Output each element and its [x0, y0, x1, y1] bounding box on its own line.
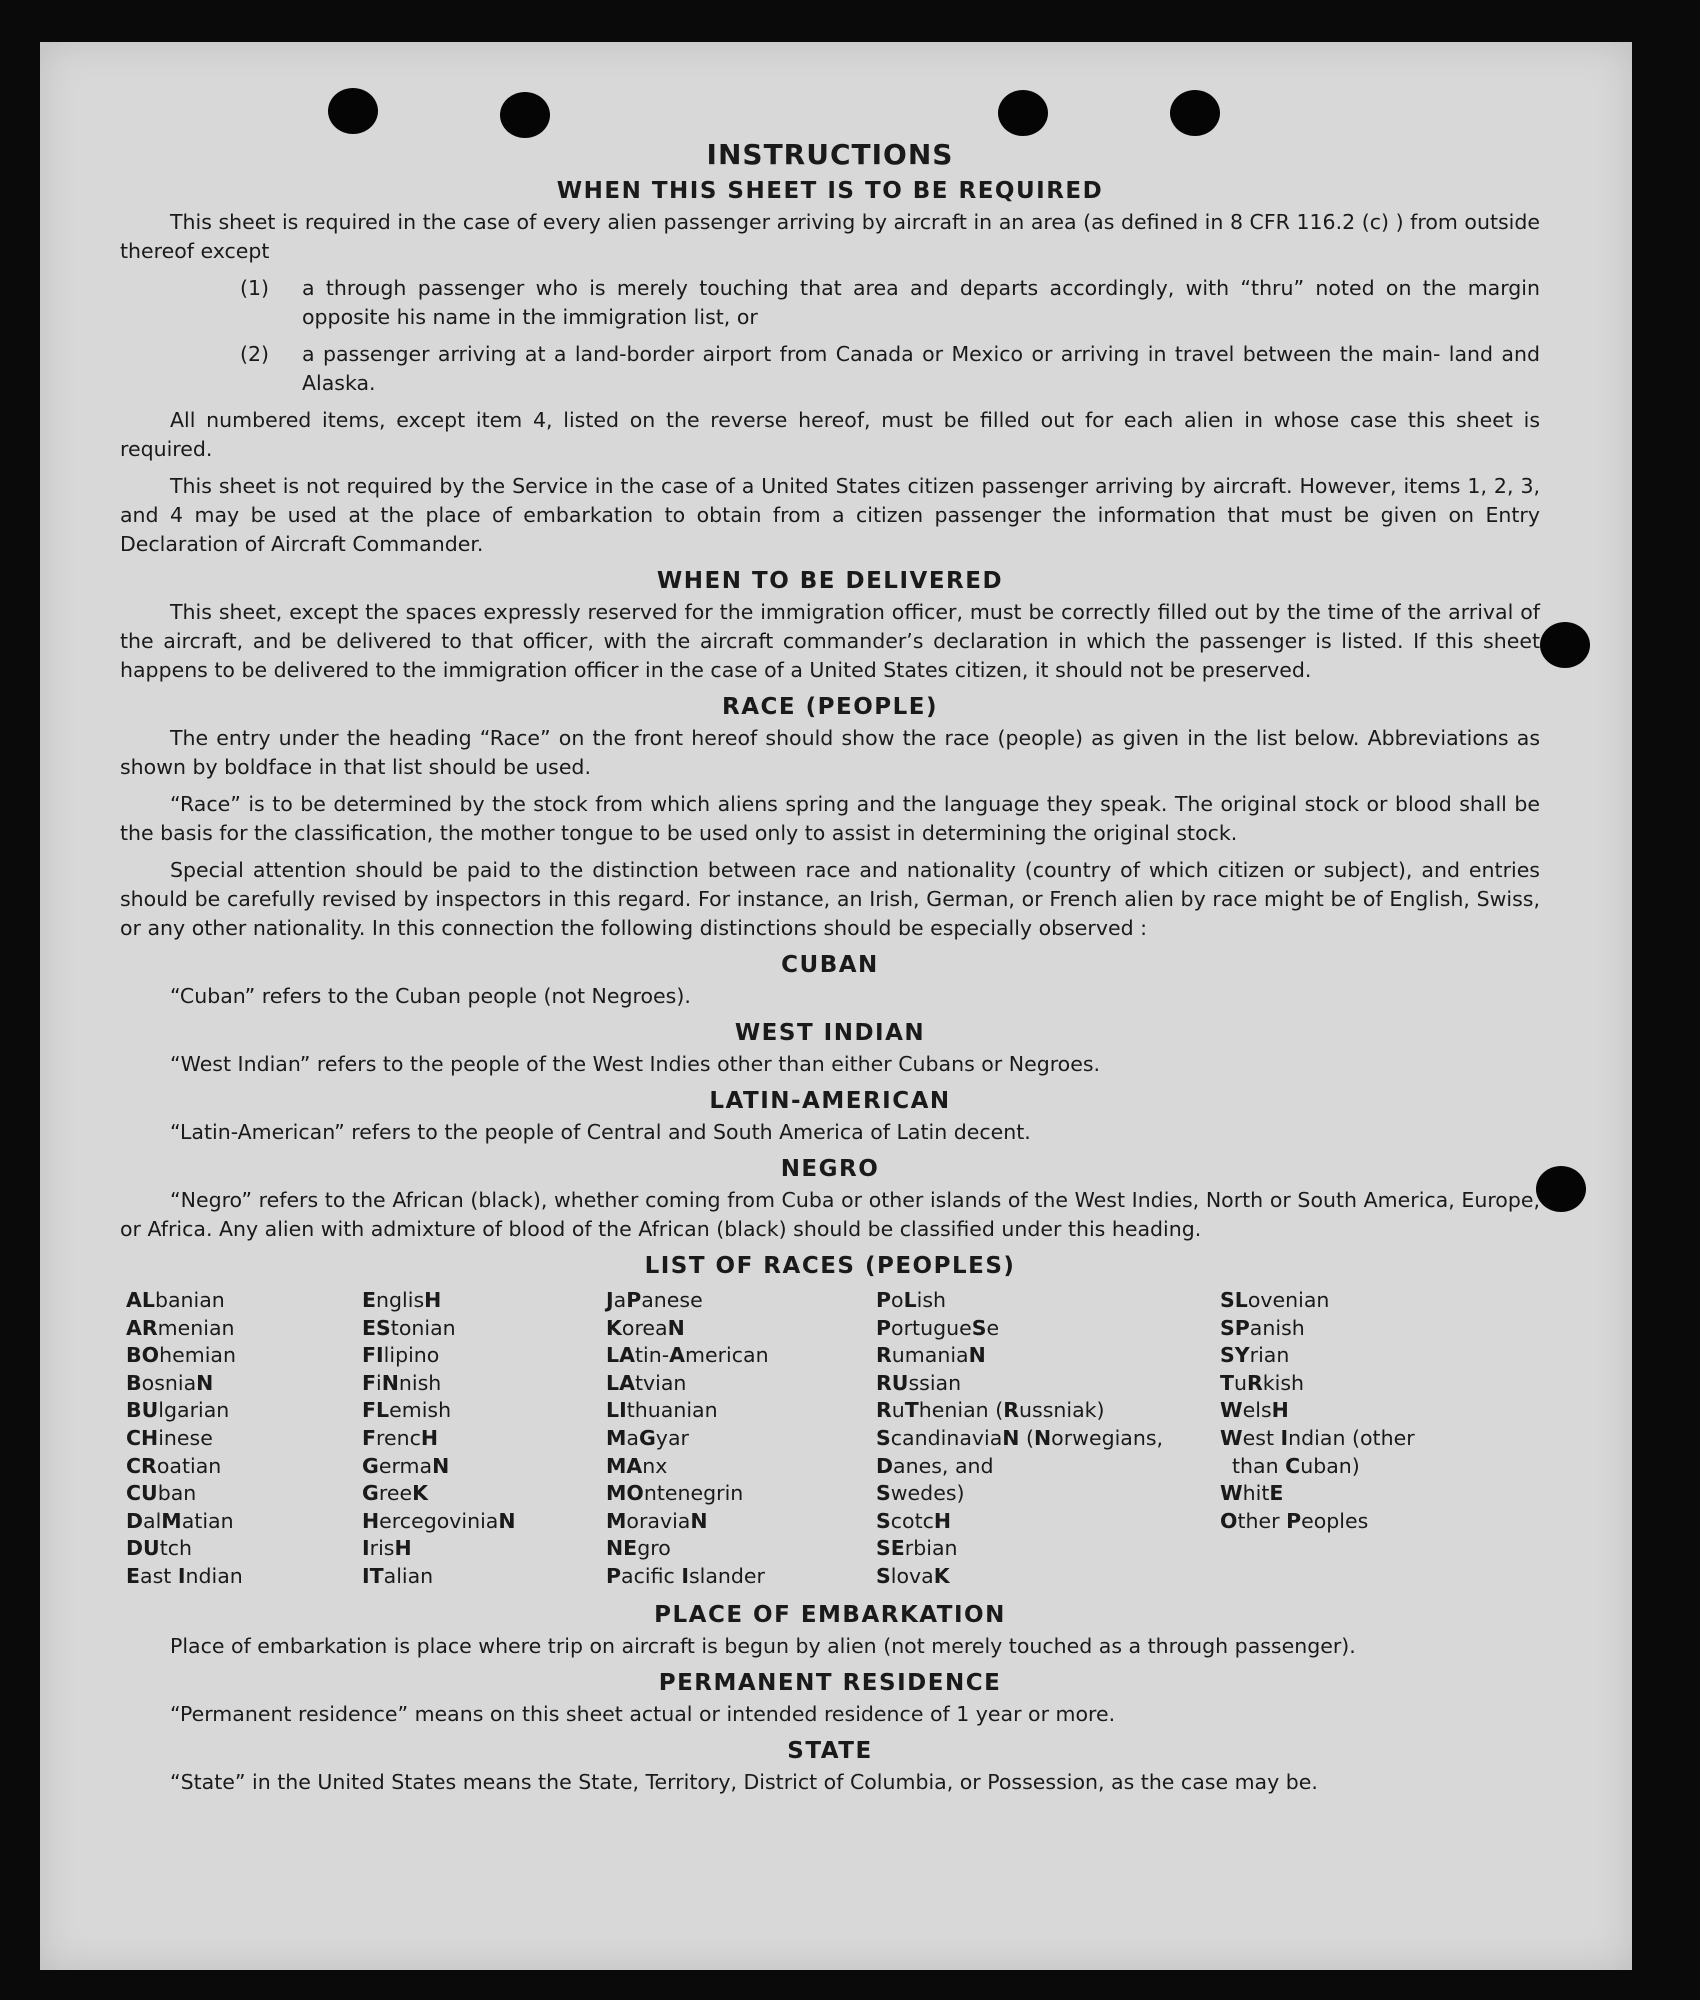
- races-list: [126, 1287, 1540, 1591]
- races-column: [876, 1287, 1220, 1591]
- paragraph: Special attention should be paid to the distinction between race and nationality (country of which citizen or subject), and entries should be carefully revised by inspectors in this regard. For instance, an Irish, German, or French alien by race might be of English, Swiss, or any other nationality. In this connection the following distinctions should be especially observed :: [120, 858, 1540, 940]
- race-entry: ScotcH: [876, 1508, 952, 1533]
- section-heading-negro: NEGRO: [780, 1156, 880, 1182]
- race-entry: ALbanian: [126, 1288, 225, 1312]
- paragraph: Place of embarkation is place where trip on aircraft is begun by alien (not merely touched as a through passenger).: [170, 1633, 1356, 1658]
- race-entry: ITalian: [362, 1563, 434, 1588]
- race-entry: EStonian: [362, 1315, 456, 1340]
- race-entry: SYrian: [1220, 1343, 1290, 1368]
- race-entry: CHinese: [126, 1425, 213, 1450]
- races-column: [126, 1287, 362, 1591]
- item-text: a passenger arriving at a land-border airport from Canada or Mexico or arriving in travel between the main- land and Alaska.: [302, 342, 1540, 395]
- race-entry: LAtin-American: [606, 1343, 769, 1368]
- paragraph: “West Indian” refers to the people of the West Indies other than either Cubans or Negroes.: [170, 1052, 1101, 1076]
- race-entry: RUssian: [876, 1370, 962, 1395]
- race-entry: DUtch: [126, 1536, 193, 1561]
- race-entry: MOntenegrin: [606, 1481, 744, 1506]
- race-entry: SErbian: [876, 1536, 958, 1561]
- race-entry: GermaN: [362, 1453, 450, 1478]
- race-entry: BosniaN: [126, 1370, 214, 1395]
- punch-hole: [1536, 1166, 1586, 1212]
- race-entry: RumaniaN: [876, 1343, 986, 1368]
- section-heading-residence: PERMANENT RESIDENCE: [658, 1669, 1002, 1696]
- race-entry: SPanish: [1220, 1315, 1305, 1340]
- paragraph: “Cuban” refers to the Cuban people (not Negroes).: [170, 984, 691, 1008]
- race-entry: BOhemian: [126, 1343, 236, 1368]
- race-entry: MAnx: [606, 1453, 668, 1478]
- race-entry: TuRkish: [1220, 1370, 1305, 1395]
- section-heading-list-of-races: LIST OF RACES (PEOPLES): [644, 1253, 1016, 1279]
- race-entry: SlovaK: [876, 1563, 950, 1588]
- section-heading-state: STATE: [787, 1737, 873, 1764]
- races-column: [362, 1287, 606, 1591]
- race-entry: GreeK: [362, 1481, 428, 1506]
- paragraph: “State” in the United States means the State, Territory, District of Columbia, or Possession, as the case may be.: [170, 1769, 1318, 1794]
- section-heading-delivered: WHEN TO BE DELIVERED: [656, 568, 1004, 594]
- races-column: [1220, 1287, 1500, 1591]
- item-number: (2): [240, 342, 270, 366]
- race-entry: ScandinaviaN (Norwegians,: [876, 1425, 1164, 1450]
- race-entry: FIlipino: [362, 1343, 440, 1368]
- section-heading-required: WHEN THIS SHEET IS TO BE REQUIRED: [556, 178, 1104, 204]
- race-entry: Swedes): [876, 1481, 965, 1506]
- paragraph: This sheet is required in the case of every alien passenger arriving by aircraft in an area (as defined in 8 CFR 116.2 (c) ) from outside thereof except: [120, 210, 1540, 263]
- race-entry: JaPanese: [606, 1288, 703, 1312]
- paragraph: This sheet, except the spaces expressly reserved for the immigration officer, must be correctly filled out by the time of the arrival of the aircraft, and be delivered to that officer, with the aircraft commander’s declaration in which the passenger is listed. If this sheet happens to be delivered to the immigration officer in the case of a United States citizen, it should not be preserved.: [120, 600, 1540, 682]
- race-entry: Danes, and: [876, 1453, 994, 1478]
- race-entry: West Indian (other: [1220, 1425, 1415, 1450]
- instructions-content: [120, 95, 1540, 1805]
- race-entry: DalMatian: [126, 1508, 234, 1533]
- race-entry: SLovenian: [1220, 1288, 1330, 1312]
- race-entry: HercegoviniaN: [362, 1508, 516, 1533]
- race-entry: than Cuban): [1232, 1453, 1360, 1478]
- races-column: [606, 1287, 876, 1591]
- race-entry: PoLish: [876, 1288, 947, 1312]
- race-entry: ARmenian: [126, 1315, 235, 1340]
- race-entry: RuThenian (Russniak): [876, 1398, 1105, 1423]
- list-item: [240, 274, 1540, 332]
- section-heading-latin-american: LATIN-AMERICAN: [709, 1088, 951, 1114]
- race-entry: FiNnish: [362, 1370, 442, 1395]
- paragraph: This sheet is not required by the Service in the case of a United States citizen passenger arriving by aircraft. However, items 1, 2, 3, and 4 may be used at the place of embarkation to obtain from a citizen passenger the information that must be given on Entry Declaration of Aircraft Commander.: [120, 474, 1540, 556]
- paragraph: “Negro” refers to the African (black), whether coming from Cuba or other islands of the West Indies, North or South America, Europe, or Africa. Any alien with admixture of blood of the African (black) should be classified under this heading.: [120, 1188, 1540, 1241]
- race-entry: WhitE: [1220, 1481, 1284, 1506]
- race-entry: LIthuanian: [606, 1398, 718, 1423]
- section-heading-cuban: CUBAN: [781, 952, 879, 978]
- race-entry: BUlgarian: [126, 1398, 230, 1423]
- race-entry: Pacifc Islander: [606, 1563, 765, 1588]
- race-entry: FrencH: [362, 1425, 439, 1450]
- race-entry: CRoatian: [126, 1453, 222, 1478]
- punch-hole: [1540, 622, 1590, 668]
- section-heading-west-indian: WEST INDIAN: [734, 1020, 926, 1046]
- race-entry: NEgro: [606, 1536, 671, 1561]
- race-entry: MaGyar: [606, 1425, 689, 1450]
- paragraph: All numbered items, except item 4, listed on the reverse hereof, must be filled out for each alien in whose case this sheet is required.: [120, 408, 1540, 461]
- item-text: a through passenger who is merely touching that area and departs accordingly, with “thru” noted on the margin opposite his name in the immigration list, or: [302, 276, 1540, 329]
- race-entry: FLemish: [362, 1398, 452, 1423]
- race-entry: WelsH: [1220, 1398, 1289, 1423]
- race-entry: PortugueSe: [876, 1315, 1000, 1340]
- paragraph: “Permanent residence” means on this sheet actual or intended residence of 1 year or more.: [170, 1701, 1116, 1726]
- section-heading-embarkation: PLACE OF EMBARKATION: [654, 1601, 1006, 1628]
- paragraph: “Race” is to be determined by the stock from which aliens spring and the language they speak. The original stock or blood shall be the basis for the classification, the mother tongue to be used only to assist in determining the original stock.: [120, 792, 1540, 845]
- race-entry: MoraviaN: [606, 1508, 708, 1533]
- race-entry: Other Peoples: [1220, 1508, 1369, 1533]
- item-number: (1): [240, 276, 270, 300]
- paragraph: The entry under the heading “Race” on the front hereof should show the race (people) as given in the list below. Abbreviations as shown by boldface in that list should be used.: [120, 726, 1540, 779]
- paragraph: “Latin-American” refers to the people of Central and South America of Latin decent.: [170, 1120, 1031, 1144]
- race-entry: East Indian: [126, 1563, 243, 1588]
- list-item: [240, 340, 1540, 398]
- race-entry: IrisH: [362, 1536, 412, 1561]
- section-heading-race: RACE (PEOPLE): [722, 694, 938, 720]
- race-entry: KoreaN: [606, 1315, 685, 1340]
- race-entry: LAtvian: [606, 1370, 687, 1395]
- page-title: INSTRUCTIONS: [706, 138, 954, 171]
- race-entry: CUban: [126, 1481, 197, 1506]
- race-entry: EnglisH: [362, 1288, 442, 1312]
